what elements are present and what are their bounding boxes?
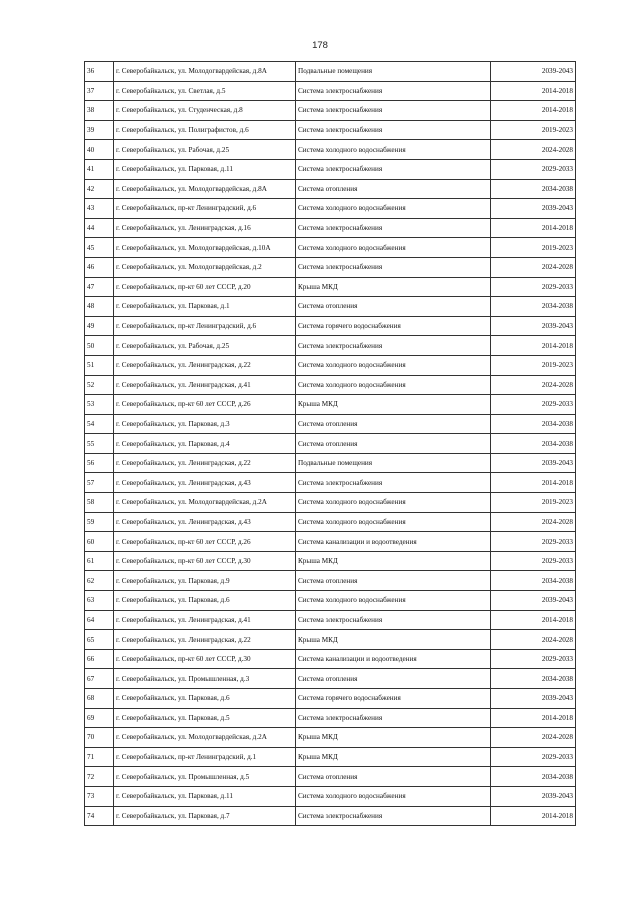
row-number-cell: 63 <box>85 591 114 611</box>
address-cell: г. Северобайкальск, ул. Молодогвардейская, д.8А <box>114 62 296 82</box>
address-cell: г. Северобайкальск, ул. Ленинградская, д.41 <box>114 375 296 395</box>
system-cell: Система отопления <box>296 767 491 787</box>
address-cell: г. Северобайкальск, ул. Парковая, д.6 <box>114 591 296 611</box>
row-number-cell: 64 <box>85 610 114 630</box>
table-row <box>85 238 576 258</box>
row-number-cell: 37 <box>85 81 114 101</box>
period-cell: 2039-2043 <box>491 316 576 336</box>
system-cell: Система отопления <box>296 669 491 689</box>
period-cell: 2014-2018 <box>491 336 576 356</box>
table-row <box>85 786 576 806</box>
system-cell: Система холодного водоснабжения <box>296 512 491 532</box>
row-number-cell: 70 <box>85 728 114 748</box>
table-row <box>85 571 576 591</box>
period-cell: 2014-2018 <box>491 473 576 493</box>
table-row <box>85 159 576 179</box>
period-cell: 2014-2018 <box>491 101 576 121</box>
system-cell: Система электроснабжения <box>296 610 491 630</box>
row-number-cell: 48 <box>85 297 114 317</box>
address-cell: г. Северобайкальск, ул. Парковая, д.4 <box>114 434 296 454</box>
address-cell: г. Северобайкальск, ул. Светлая, д.5 <box>114 81 296 101</box>
period-cell: 2029-2033 <box>491 159 576 179</box>
system-cell: Система электроснабжения <box>296 473 491 493</box>
period-cell: 2034-2038 <box>491 414 576 434</box>
table-row <box>85 728 576 748</box>
period-cell: 2019-2023 <box>491 238 576 258</box>
period-cell: 2014-2018 <box>491 610 576 630</box>
table-row <box>85 395 576 415</box>
system-cell: Система электроснабжения <box>296 708 491 728</box>
system-cell: Система электроснабжения <box>296 806 491 826</box>
system-cell: Система отопления <box>296 297 491 317</box>
address-cell: г. Северобайкальск, ул. Парковая, д.9 <box>114 571 296 591</box>
address-cell: г. Северобайкальск, пр-кт 60 лет СССР, д.30 <box>114 551 296 571</box>
period-cell: 2024-2028 <box>491 375 576 395</box>
address-cell: г. Северобайкальск, ул. Парковая, д.6 <box>114 689 296 709</box>
address-cell: г. Северобайкальск, ул. Промышленная, д.5 <box>114 767 296 787</box>
row-number-cell: 72 <box>85 767 114 787</box>
table-row <box>85 473 576 493</box>
system-cell: Система холодного водоснабжения <box>296 591 491 611</box>
row-number-cell: 43 <box>85 199 114 219</box>
period-cell: 2034-2038 <box>491 179 576 199</box>
row-number-cell: 74 <box>85 806 114 826</box>
table-row <box>85 630 576 650</box>
table-row <box>85 277 576 297</box>
table-row <box>85 551 576 571</box>
address-cell: г. Северобайкальск, ул. Ленинградская, д.43 <box>114 473 296 493</box>
system-cell: Система электроснабжения <box>296 218 491 238</box>
system-cell: Система холодного водоснабжения <box>296 355 491 375</box>
row-number-cell: 55 <box>85 434 114 454</box>
address-cell: г. Северобайкальск, ул. Ленинградская, д.22 <box>114 630 296 650</box>
system-cell: Система электроснабжения <box>296 120 491 140</box>
row-number-cell: 39 <box>85 120 114 140</box>
address-cell: г. Северобайкальск, ул. Парковая, д.7 <box>114 806 296 826</box>
address-cell: г. Северобайкальск, ул. Ленинградская, д.22 <box>114 355 296 375</box>
system-cell: Система электроснабжения <box>296 257 491 277</box>
address-cell: г. Северобайкальск, ул. Полиграфистов, д.6 <box>114 120 296 140</box>
table-row <box>85 669 576 689</box>
period-cell: 2024-2028 <box>491 728 576 748</box>
table-row <box>85 81 576 101</box>
period-cell: 2039-2043 <box>491 453 576 473</box>
table-row <box>85 375 576 395</box>
address-cell: г. Северобайкальск, ул. Ленинградская, д.16 <box>114 218 296 238</box>
table-row <box>85 336 576 356</box>
row-number-cell: 62 <box>85 571 114 591</box>
row-number-cell: 69 <box>85 708 114 728</box>
row-number-cell: 73 <box>85 786 114 806</box>
row-number-cell: 61 <box>85 551 114 571</box>
page-number: 178 <box>312 40 328 51</box>
period-cell: 2039-2043 <box>491 62 576 82</box>
row-number-cell: 41 <box>85 159 114 179</box>
address-cell: г. Северобайкальск, ул. Молодогвардейская, д.2А <box>114 728 296 748</box>
period-cell: 2034-2038 <box>491 434 576 454</box>
address-cell: г. Северобайкальск, пр-кт 60 лет СССР, д.26 <box>114 532 296 552</box>
table-body <box>85 62 576 826</box>
period-cell: 2029-2033 <box>491 395 576 415</box>
address-cell: г. Северобайкальск, ул. Парковая, д.11 <box>114 159 296 179</box>
row-number-cell: 65 <box>85 630 114 650</box>
row-number-cell: 45 <box>85 238 114 258</box>
system-cell: Крыша МКД <box>296 630 491 650</box>
row-number-cell: 68 <box>85 689 114 709</box>
address-cell: г. Северобайкальск, ул. Студенческая, д.8 <box>114 101 296 121</box>
period-cell: 2039-2043 <box>491 199 576 219</box>
period-cell: 2029-2033 <box>491 649 576 669</box>
table-row <box>85 532 576 552</box>
table-row <box>85 101 576 121</box>
system-cell: Система холодного водоснабжения <box>296 199 491 219</box>
row-number-cell: 50 <box>85 336 114 356</box>
address-cell: г. Северобайкальск, пр-кт 60 лет СССР, д.30 <box>114 649 296 669</box>
system-cell: Система холодного водоснабжения <box>296 238 491 258</box>
address-cell: г. Северобайкальск, ул. Молодогвардейская, д.2 <box>114 257 296 277</box>
system-cell: Крыша МКД <box>296 277 491 297</box>
repair-schedule-table <box>84 61 576 826</box>
system-cell: Система отопления <box>296 179 491 199</box>
period-cell: 2034-2038 <box>491 767 576 787</box>
period-cell: 2034-2038 <box>491 669 576 689</box>
row-number-cell: 49 <box>85 316 114 336</box>
system-cell: Система горячего водоснабжения <box>296 316 491 336</box>
address-cell: г. Северобайкальск, пр-кт Ленинградский, д.1 <box>114 747 296 767</box>
period-cell: 2019-2023 <box>491 355 576 375</box>
table-row <box>85 610 576 630</box>
system-cell: Система горячего водоснабжения <box>296 689 491 709</box>
table-row <box>85 257 576 277</box>
row-number-cell: 38 <box>85 101 114 121</box>
table-row <box>85 179 576 199</box>
address-cell: г. Северобайкальск, ул. Рабочая, д.25 <box>114 336 296 356</box>
table-row <box>85 297 576 317</box>
period-cell: 2014-2018 <box>491 708 576 728</box>
system-cell: Система отопления <box>296 434 491 454</box>
system-cell: Система холодного водоснабжения <box>296 375 491 395</box>
system-cell: Система холодного водоснабжения <box>296 140 491 160</box>
address-cell: г. Северобайкальск, пр-кт Ленинградский, д.6 <box>114 316 296 336</box>
period-cell: 2039-2043 <box>491 591 576 611</box>
row-number-cell: 71 <box>85 747 114 767</box>
system-cell: Система канализации и водоотведения <box>296 532 491 552</box>
period-cell: 2034-2038 <box>491 571 576 591</box>
table-row <box>85 591 576 611</box>
table-row <box>85 199 576 219</box>
system-cell: Крыша МКД <box>296 551 491 571</box>
table-row <box>85 62 576 82</box>
system-cell: Система холодного водоснабжения <box>296 493 491 513</box>
table-row <box>85 806 576 826</box>
period-cell: 2039-2043 <box>491 786 576 806</box>
row-number-cell: 51 <box>85 355 114 375</box>
period-cell: 2029-2033 <box>491 532 576 552</box>
table-row <box>85 512 576 532</box>
table-row <box>85 434 576 454</box>
period-cell: 2019-2023 <box>491 120 576 140</box>
row-number-cell: 46 <box>85 257 114 277</box>
table-row <box>85 140 576 160</box>
system-cell: Система электроснабжения <box>296 336 491 356</box>
row-number-cell: 36 <box>85 62 114 82</box>
row-number-cell: 56 <box>85 453 114 473</box>
period-cell: 2034-2038 <box>491 297 576 317</box>
address-cell: г. Северобайкальск, ул. Парковая, д.3 <box>114 414 296 434</box>
period-cell: 2024-2028 <box>491 630 576 650</box>
period-cell: 2014-2018 <box>491 81 576 101</box>
system-cell: Система электроснабжения <box>296 81 491 101</box>
system-cell: Система электроснабжения <box>296 159 491 179</box>
address-cell: г. Северобайкальск, ул. Парковая, д.11 <box>114 786 296 806</box>
table-row <box>85 689 576 709</box>
table-row <box>85 453 576 473</box>
period-cell: 2024-2028 <box>491 512 576 532</box>
row-number-cell: 67 <box>85 669 114 689</box>
row-number-cell: 42 <box>85 179 114 199</box>
table-row <box>85 493 576 513</box>
address-cell: г. Северобайкальск, ул. Парковая, д.1 <box>114 297 296 317</box>
address-cell: г. Северобайкальск, ул. Рабочая, д.25 <box>114 140 296 160</box>
row-number-cell: 66 <box>85 649 114 669</box>
table-row <box>85 218 576 238</box>
address-cell: г. Северобайкальск, ул. Молодогвардейская, д.8А <box>114 179 296 199</box>
address-cell: г. Северобайкальск, ул. Парковая, д.5 <box>114 708 296 728</box>
table-row <box>85 316 576 336</box>
row-number-cell: 59 <box>85 512 114 532</box>
row-number-cell: 54 <box>85 414 114 434</box>
table-row <box>85 355 576 375</box>
table-row <box>85 649 576 669</box>
system-cell: Система канализации и водоотведения <box>296 649 491 669</box>
row-number-cell: 47 <box>85 277 114 297</box>
address-cell: г. Северобайкальск, пр-кт 60 лет СССР, д.26 <box>114 395 296 415</box>
period-cell: 2039-2043 <box>491 689 576 709</box>
system-cell: Система холодного водоснабжения <box>296 786 491 806</box>
table-row <box>85 747 576 767</box>
system-cell: Система электроснабжения <box>296 101 491 121</box>
period-cell: 2024-2028 <box>491 257 576 277</box>
row-number-cell: 57 <box>85 473 114 493</box>
row-number-cell: 60 <box>85 532 114 552</box>
period-cell: 2029-2033 <box>491 551 576 571</box>
period-cell: 2014-2018 <box>491 218 576 238</box>
address-cell: г. Северобайкальск, ул. Ленинградская, д.22 <box>114 453 296 473</box>
period-cell: 2019-2023 <box>491 493 576 513</box>
period-cell: 2029-2033 <box>491 747 576 767</box>
address-cell: г. Северобайкальск, ул. Промышленная, д.3 <box>114 669 296 689</box>
system-cell: Крыша МКД <box>296 747 491 767</box>
system-cell: Крыша МКД <box>296 395 491 415</box>
row-number-cell: 53 <box>85 395 114 415</box>
system-cell: Система отопления <box>296 571 491 591</box>
row-number-cell: 44 <box>85 218 114 238</box>
address-cell: г. Северобайкальск, ул. Молодогвардейская, д.2А <box>114 493 296 513</box>
system-cell: Система отопления <box>296 414 491 434</box>
row-number-cell: 52 <box>85 375 114 395</box>
address-cell: г. Северобайкальск, ул. Ленинградская, д.43 <box>114 512 296 532</box>
period-cell: 2024-2028 <box>491 140 576 160</box>
period-cell: 2014-2018 <box>491 806 576 826</box>
system-cell: Крыша МКД <box>296 728 491 748</box>
address-cell: г. Северобайкальск, ул. Молодогвардейская, д.10А <box>114 238 296 258</box>
table-row <box>85 767 576 787</box>
table-row <box>85 414 576 434</box>
address-cell: г. Северобайкальск, ул. Ленинградская, д.41 <box>114 610 296 630</box>
address-cell: г. Северобайкальск, пр-кт 60 лет СССР, д.20 <box>114 277 296 297</box>
table-row <box>85 708 576 728</box>
row-number-cell: 40 <box>85 140 114 160</box>
system-cell: Подвальные помещения <box>296 62 491 82</box>
period-cell: 2029-2033 <box>491 277 576 297</box>
address-cell: г. Северобайкальск, пр-кт Ленинградский, д.6 <box>114 199 296 219</box>
row-number-cell: 58 <box>85 493 114 513</box>
system-cell: Подвальные помещения <box>296 453 491 473</box>
table-row <box>85 120 576 140</box>
